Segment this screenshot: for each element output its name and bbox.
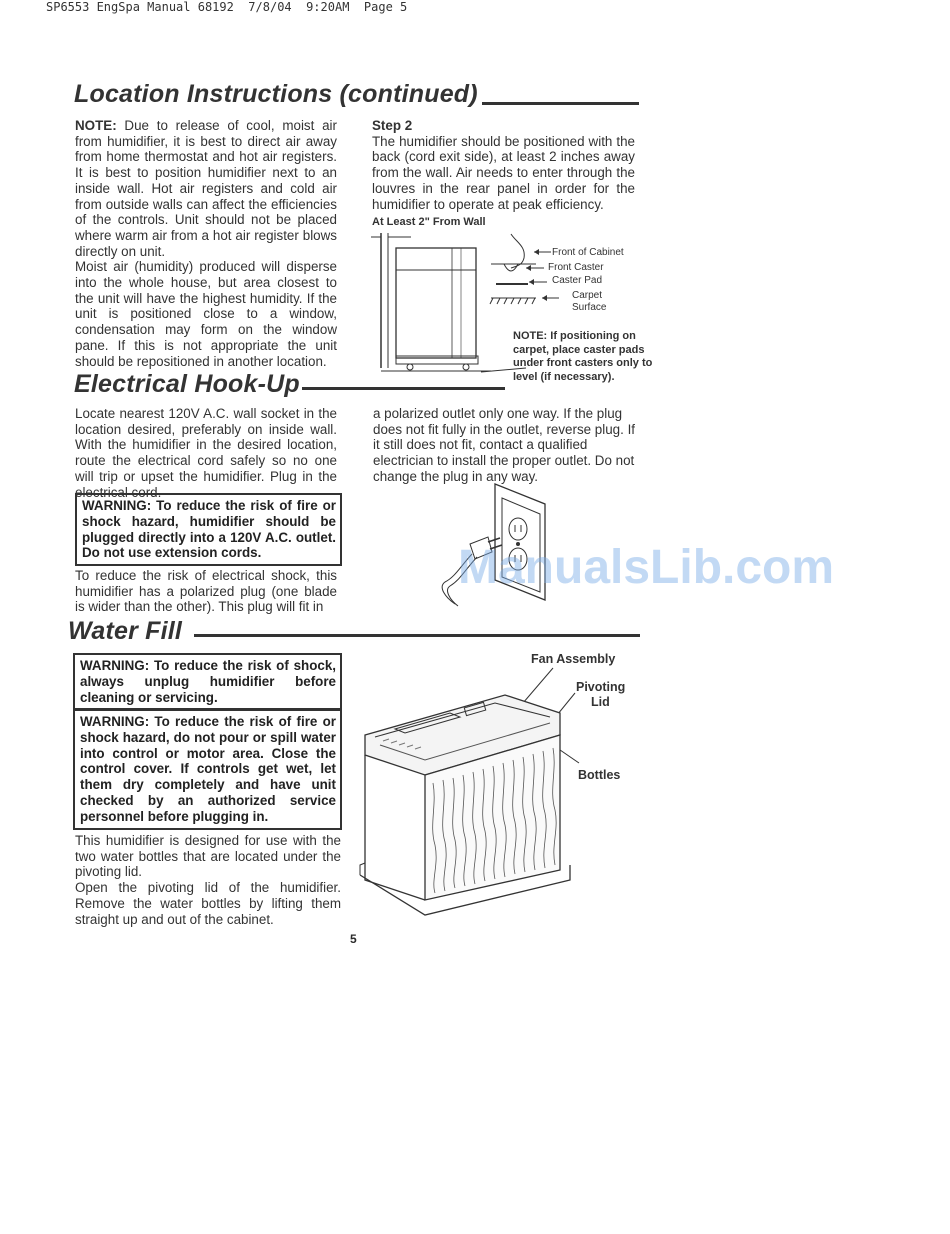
step2-text: The humidifier should be positioned with the back (cord exit side), at least 2 inches away from the wall. Air needs to enter through the louvres in the rear panel in order for the humidifier to operate at peak efficiency. [372,133,635,212]
label-lid: Lid [591,695,610,709]
step2-block [372,118,635,212]
electrical-title-rule [302,387,505,390]
water-para1: This humidifier is designed for use with the two water bottles that are located under the pivoting lid. [75,833,341,880]
water-text [75,833,341,927]
print-header-page: Page 5 [363,0,408,14]
note-text: Due to release of cool, moist air from humidifier, it is best to direct air away from home thermostat and hot air registers. It is best to position humidifier next to an inside wall. Hot air registers and cold air from outside walls can affect the efficiencies of the controls. Unit should not be placed where warm air from a hot air register blows directly on unit. [75,118,337,259]
water-para2: Open the pivoting lid of the humidifier. Remove the water bottles by lifting them straight up and out of the cabinet. [75,880,341,927]
label-fan-assembly: Fan Assembly [531,652,616,666]
location-para2: Moist air (humidity) produced will disperse into the whole house, but area closest to the unit will have the highest humidity. If the unit is positioned close to a window, condensation may form on the window pane. If this is not appropriate the unit should be repositioned in another location. [75,259,337,369]
electrical-title: Electrical Hook-Up [74,370,300,398]
wall-figure-heading: At Least 2" From Wall [372,216,486,228]
water-warning-2: WARNING: To reduce the risk of fire or shock hazard, do not pour or spill water into control or motor area. Close the control cover. If controls get wet, let them dry completely and have unit checked by an authorized service personnel before plugging in. [73,709,342,830]
step2-label: Step 2 [372,118,413,133]
location-title-rule [482,102,639,105]
water-warning-1: WARNING: To reduce the risk of shock, always unplug humidifier before cleaning or servicing. [73,653,342,710]
label-caster-pad: Caster Pad [552,275,603,286]
watermark: ManualsLib.com [458,541,835,594]
label-front-caster: Front Caster [548,262,604,273]
note-label: NOTE: [75,118,117,133]
label-surface: Surface [572,302,607,313]
print-header [46,0,407,14]
polarized-text: To reduce the risk of electrical shock, this humidifier has a polarized plug (one blade is wider than the other). This plug will fit in [75,568,337,615]
print-header-am: AM [334,0,350,14]
location-title: Location Instructions (continued) [74,80,478,108]
water-title: Water Fill [68,617,183,645]
humidifier-figure [355,665,615,935]
label-front-cabinet: Front of Cabinet [552,247,624,258]
electrical-right-text: a polarized outlet only one way. If the plug does not fit fully in the outlet, reverse plug. If it still does not fit, contact a qualified electrician to install the proper outlet. Do not change the plug in any way. [373,406,636,484]
carpet-note: NOTE: If positioning on carpet, place caster pads under front casters only to level (if necessary). [513,330,653,383]
electrical-warning: WARNING: To reduce the risk of fire or shock hazard, humidifier should be plugged directly into a 120V A.C. outlet. Do not use extension cords. [75,493,342,566]
label-pivoting: Pivoting [576,680,626,694]
water-title-rule [194,634,640,637]
electrical-left-text: Locate nearest 120V A.C. wall socket in the location desired, preferably on inside wall. With the humidifier in the desired location, route the electrical cord safely so no one will trip or upset the humidifier. Plug in the electrical cord. [75,406,337,500]
label-carpet: Carpet [572,290,603,301]
page-number: 5 [350,932,357,946]
label-bottles: Bottles [578,768,621,782]
location-note [75,118,337,369]
print-header-code: SP6553 EngSpa Manual 68192 7/8/04 9:20 [46,0,335,14]
